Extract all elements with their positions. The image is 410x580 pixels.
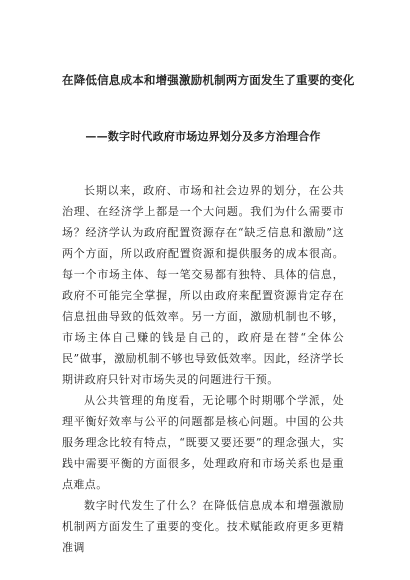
paragraph-3: 数字时代发生了什么？在降低信息成本和增强激励机制两方面发生了重要的变化。技术赋能政府更多更精准调 — [62, 499, 344, 554]
document-body — [62, 180, 344, 558]
document-title: 在降低信息成本和增强激励机制两方面发生了重要的变化 — [62, 73, 355, 87]
paragraph-2: 从公共管理的角度看，无论哪个时期哪个学派，处理平衡好效率与公平的问题都是核心问题。中国的公共服务理念比较有特点，“既要又要还要”的理念强大，实践中需要平衡的方面很多，处理政府和市场关系也是重点难点。 — [62, 394, 344, 491]
document-subtitle: ——数字时代政府市场边界划分及多方治理合作 — [85, 130, 321, 143]
paragraph-1: 长期以来，政府、市场和社会边界的划分，在公共治理、在经济学上都是一个大问题。我们为什么需要市场？经济学认为政府配置资源存在“缺乏信息和激励”这两个方面，所以政府配置资源和提供服务的成本很高。每一个市场主体、每一笔交易都有独特、具体的信息，政府不可能完全掌握，所以由政府来配置资源肯定存在信息扭曲导致的低效率。另一方面，激励机制也不够，市场主体自己赚的钱是自己的，政府是在替“全体公民”做事，激励机制不够也导致低效率。因此，经济学长期讲政府只针对市场失灵的问题进行干预。 — [62, 184, 344, 386]
